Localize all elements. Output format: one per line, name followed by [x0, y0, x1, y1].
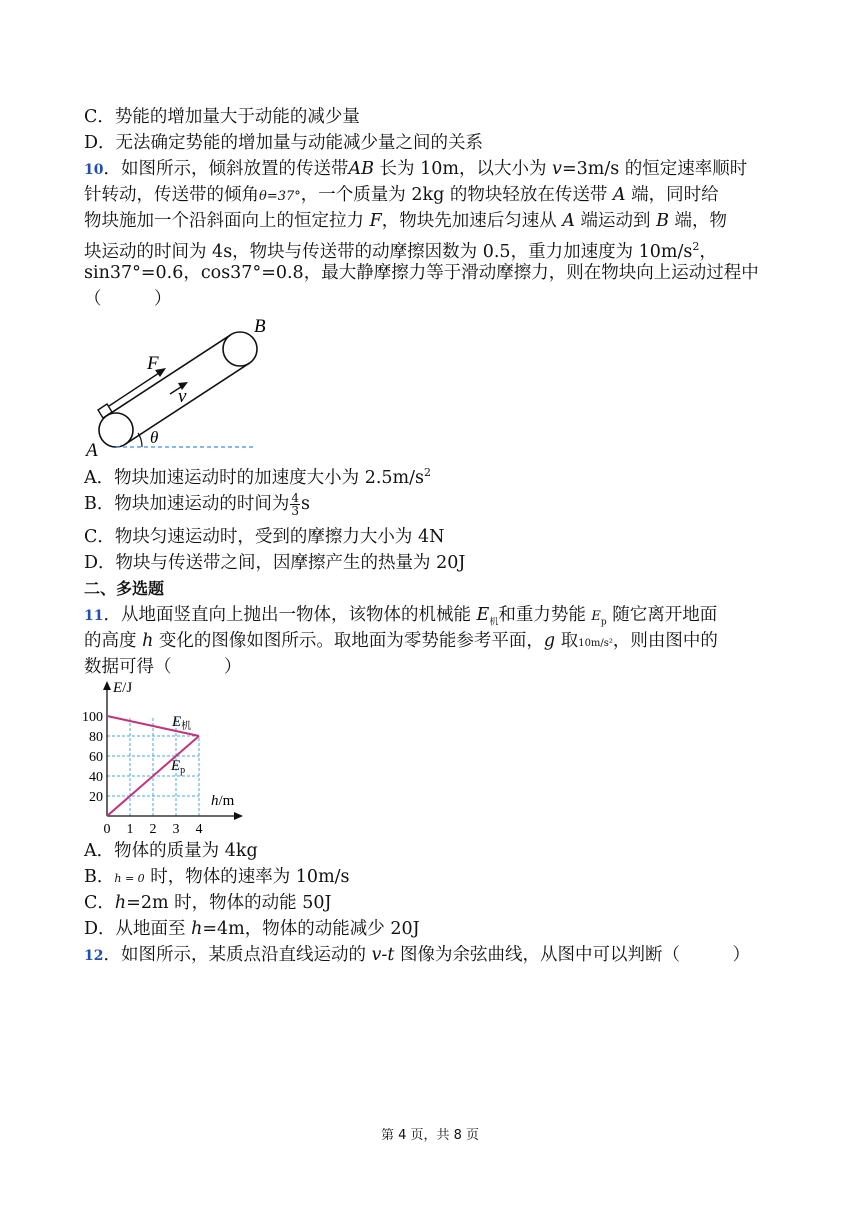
text: h: [191, 919, 203, 939]
text: 图像为余弦曲线，从图中可以判断（ ）: [394, 945, 750, 965]
q10-stem-line2: [84, 182, 719, 210]
conveyor-belt-figure: [84, 312, 284, 458]
text: ，则由图中的: [612, 631, 718, 651]
q9-option-c: C．势能的增加量大于动能的减少量: [84, 107, 360, 127]
y-tick-label: 20: [89, 790, 103, 805]
label-A: A: [86, 440, 98, 458]
text: h: [114, 893, 127, 913]
text: 2: [424, 466, 432, 479]
energy-height-chart: [80, 678, 250, 838]
text: v-t: [371, 945, 395, 965]
text: 随它离开地面: [606, 605, 718, 625]
text: h = 0: [114, 872, 145, 885]
text: 长为 10m，以大小为: [373, 159, 553, 179]
x-axis-arrow: [234, 812, 243, 820]
text: 针转动，传送带的倾角: [84, 185, 259, 205]
question-number: 12: [84, 948, 104, 964]
text: 物块施加一个沿斜面向上的恒定拉力: [84, 211, 370, 231]
text: 变化的图像如图所示。取地面为零势能参考平面，: [153, 631, 544, 651]
force-arrow: [109, 371, 162, 406]
text: AB: [348, 159, 374, 179]
text: B: [656, 211, 669, 231]
x-tick-label: 0: [103, 822, 111, 837]
text: E: [476, 605, 490, 625]
text: =4m，物体的动能减少 20J: [202, 919, 420, 939]
q10-option-d: D．物块与传送带之间，因摩擦产生的热量为 20J: [84, 553, 466, 573]
q11-option-d: [84, 916, 420, 942]
x-tick-label: 2: [149, 822, 157, 837]
text: 的高度: [84, 631, 143, 651]
text: D．从地面至: [84, 919, 192, 939]
text: h: [142, 631, 154, 651]
text: A．物块加速运动时的加速度大小为 2.5m/s: [84, 467, 425, 488]
q10-option-b: [84, 491, 310, 517]
text: v: [552, 159, 562, 179]
text: ．如图所示，某质点沿直线运动的: [103, 945, 372, 965]
label-v: v: [178, 386, 187, 407]
denominator: 3: [291, 504, 299, 518]
text: ，一个质量为 2kg 的物块轻放在传送带: [300, 185, 613, 205]
y-tick-label: 100: [82, 710, 103, 725]
fraction: [290, 492, 300, 517]
text: θ=37°: [259, 189, 301, 204]
label-B: B: [254, 316, 266, 337]
text: ．从地面竖直向上抛出一物体，该物体的机械能: [103, 605, 477, 625]
text: ．如图所示，倾斜放置的传送带: [103, 159, 349, 179]
question-number: 11: [84, 608, 104, 624]
text: =2m 时，物体的动能 50J: [126, 893, 332, 913]
text: 机: [489, 617, 499, 628]
text: C．: [84, 893, 115, 913]
text: 2: [692, 240, 700, 253]
text: 10m/s²: [578, 638, 613, 649]
text: g: [543, 631, 556, 651]
y-axis-label: E/J: [113, 680, 133, 696]
x-tick-label: 3: [172, 822, 180, 837]
y-tick-label: 80: [89, 730, 103, 745]
text: 时，物体的速率为 10m/s: [144, 867, 350, 887]
q11-option-c: [84, 890, 331, 916]
series-label-Ep: $E_p$: [171, 758, 186, 776]
y-tick-label: 40: [89, 770, 103, 785]
q12-stem: [84, 942, 750, 969]
q10-option-a: [84, 460, 431, 491]
text: 端运动到: [574, 211, 657, 231]
text: 端，同时给: [625, 185, 719, 205]
belt-upper-edge: [107, 335, 231, 416]
text: 端，物: [668, 211, 728, 231]
y-unit: /J: [122, 680, 133, 696]
q11-option-b: [84, 864, 350, 892]
text: A: [562, 211, 575, 231]
y-axis-arrow: [103, 681, 111, 690]
text: 取: [555, 631, 579, 651]
q9-option-d: D．无法确定势能的增加量与动能减少量之间的关系: [84, 133, 484, 153]
text: p: [600, 617, 607, 628]
q10-option-c: C．物块匀速运动时，受到的摩擦力大小为 4N: [84, 527, 445, 547]
text: s: [301, 494, 310, 514]
text: B．物块加速运动的时间为: [84, 494, 290, 514]
q11-stem-line2: [84, 628, 718, 657]
q11-stem-line3: 数据可得（ ）: [84, 657, 242, 677]
text: ，: [699, 241, 717, 262]
section-heading: 二、多选题: [84, 579, 165, 598]
label-F: F: [147, 353, 159, 374]
text: 块运动的时间为 4s，物块与传送带的动摩擦因数为 0.5，重力加速度为 10m/s: [84, 241, 693, 262]
text: F: [369, 211, 382, 231]
text: 和重力势能: [498, 605, 592, 625]
x-tick-label: 1: [126, 822, 134, 837]
series-label-E-mech: $E_机$: [172, 714, 192, 732]
y-tick-label: 60: [89, 750, 103, 765]
text: ，物块先加速后匀速从: [381, 211, 563, 231]
q10-stem-line5: sin37°=0.6，cos37°=0.8，最大静摩擦力等于滑动摩擦力，则在物块向上运动过程中: [84, 263, 759, 283]
q11-option-a: A．物体的质量为 4kg: [84, 841, 258, 861]
belt-lower-edge: [125, 363, 249, 444]
page-footer: 第 4 页，共 8 页: [380, 1128, 480, 1143]
q10-stem-line1: [84, 156, 747, 183]
question-number: 10: [84, 162, 104, 178]
label-theta: θ: [150, 428, 159, 447]
text: B．: [84, 867, 115, 887]
q10-stem-line3: [84, 208, 727, 234]
text: A: [612, 185, 626, 205]
q10-answer-bracket: （ ）: [84, 289, 172, 309]
numerator: 4: [291, 491, 299, 505]
text: =3m/s 的恒定速率顺时: [561, 159, 748, 179]
text: E: [591, 609, 601, 624]
x-tick-label: 4: [195, 822, 203, 837]
x-axis-label: h/m: [211, 793, 235, 809]
